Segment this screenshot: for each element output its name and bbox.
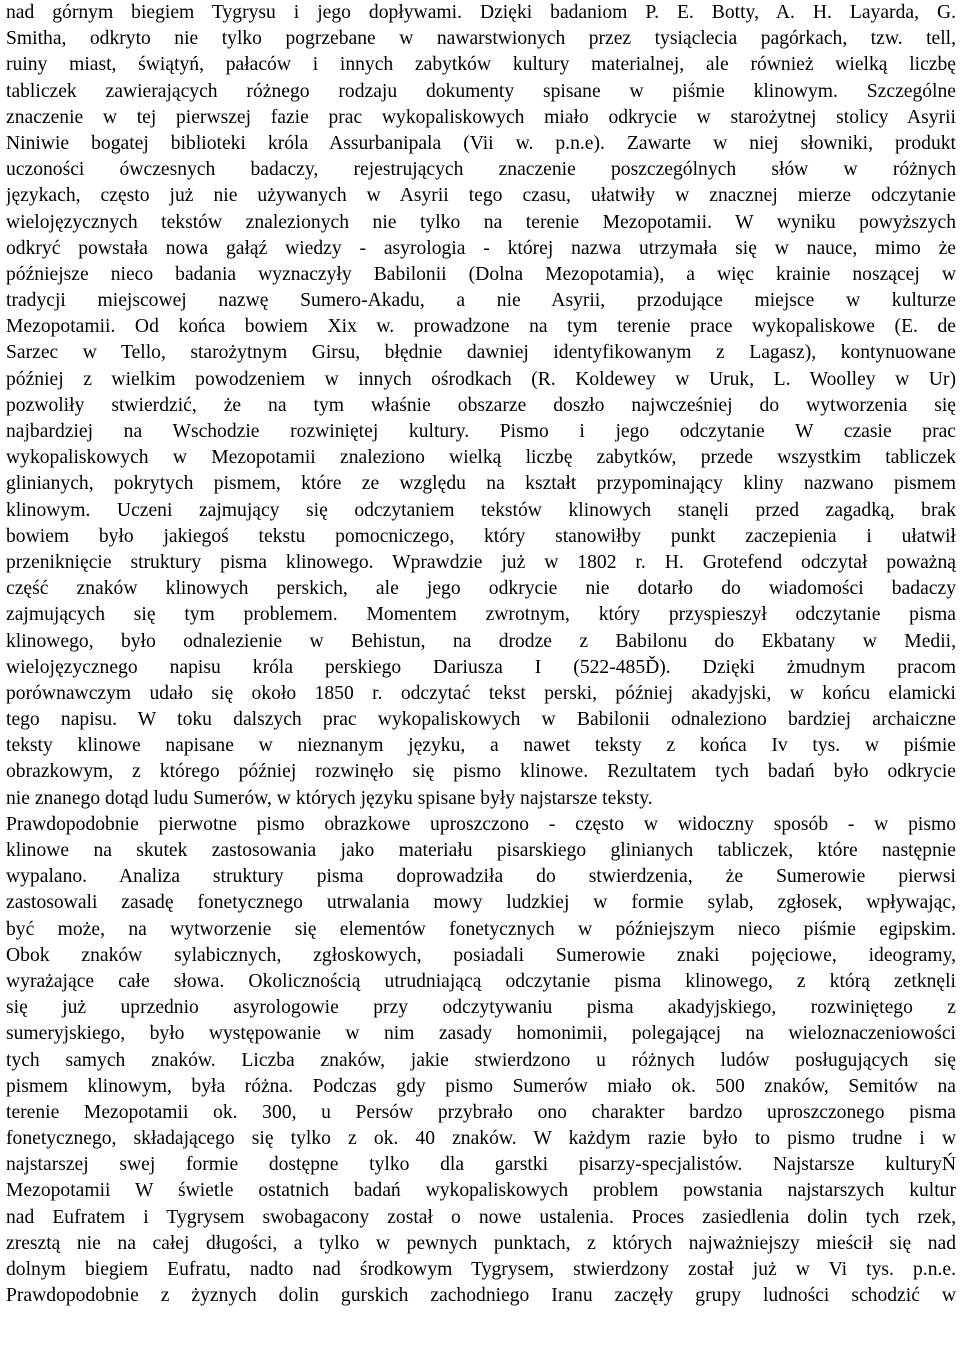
- text-line: bowiem było jakiegoś tekstu pomocniczego, który stanowiłby punkt zaczepienia i ułatwił: [6, 525, 956, 547]
- text-line: się już uprzednio asyrologowie przy odczytywaniu pisma akadyjskiego, rozwiniętego z: [6, 997, 956, 1019]
- text-line: językach, często już nie używanych w Asyrii tego czasu, ułatwiły w znacznej mierze odczytanie: [6, 185, 956, 207]
- text-line: wykopaliskowych w Mezopotamii znaleziono wielką liczbę zabytków, przede wszystkim tabliczek: [6, 447, 956, 469]
- text-line: Smitha, odkryto nie tylko pogrzebane w nawarstwionych przez tysiąclecia pagórkach, tzw. tell,: [6, 28, 956, 50]
- text-line: pismem klinowym, była różna. Podczas gdy pismo Sumerów miało ok. 500 znaków, Semitów na: [6, 1075, 956, 1097]
- text-line: pozwoliły stwierdzić, że na tym właśnie obszarze doszło najwcześniej do wytworzenia się: [6, 394, 956, 416]
- text-line: wielojęzycznego napisu króla perskiego Dariusza I (522-485Ď). Dzięki żmudnym pracom: [6, 656, 956, 678]
- text-line: odkryć powstała nowa gałąź wiedzy - asyrologia - której nazwa utrzymała się w nauce, mimo że: [6, 237, 956, 259]
- text-line: dolnym biegiem Eufratu, nadto nad środkowym Tygrysem, stwierdzony został już w Vi tys. p.n.e.: [6, 1259, 956, 1280]
- text-line: ruiny miast, świątyń, pałaców i innych zabytków kultury materialnej, ale również wielką liczbę: [6, 54, 956, 76]
- text-line: fonetycznego, składającego się tylko z ok. 40 znaków. W każdym razie było to pismo trudne i w: [6, 1128, 956, 1150]
- text-line: nad górnym biegiem Tygrysu i jego dopływami. Dzięki badaniom P. E. Botty, A. H. Layarda, G.: [6, 2, 956, 23]
- text-line: glinianych, pokrytych pismem, które ze względu na kształt przypominający kliny nazwano pismem: [6, 473, 956, 495]
- text-line: późniejsze nieco badania wyznaczyły Babilonii (Dolna Mezopotamia), a więc krainie noszącej w: [6, 263, 956, 285]
- text-line: zajmujących się tym problemem. Momentem zwrotnym, który przyspieszył odczytanie pisma: [6, 604, 956, 626]
- text-line: Mezopotamii. Od końca bowiem Xix w. prowadzone na tym terenie prace wykopaliskowe (E. de: [6, 316, 956, 338]
- text-line: zastosowali zasadę fonetycznego utrwalania mowy ludzkiej w formie sylab, zgłosek, wpływając,: [6, 892, 956, 914]
- text-line: wypalano. Analiza struktury pisma doprowadziła do stwierdzenia, że Sumerowie pierwsi: [6, 866, 956, 888]
- text-line: tradycji miejscowej nazwę Sumero-Akadu, a nie Asyrii, przodujące miejsce w kulturze: [6, 290, 956, 312]
- text-line: część znaków klinowych perskich, ale jego odkrycie nie dotarło do wiadomości badaczy: [6, 578, 956, 600]
- text-line: nie znanego dotąd ludu Sumerów, w których języku spisane były najstarsze teksty.: [6, 787, 653, 809]
- text-line: Mezopotamii W świetle ostatnich badań wykopaliskowych problem powstania najstarszych kultur: [6, 1180, 956, 1202]
- text-line: tych samych znaków. Liczba znaków, jakie stwierdzono u różnych ludów posługujących się: [6, 1049, 956, 1071]
- text-line: wielojęzycznych tekstów znalezionych nie tylko na terenie Mezopotamii. W wyniku powyższych: [6, 211, 956, 233]
- text-line: obrazkowym, z którego później rozwinęło się pismo klinowe. Rezultatem tych badań było odkrycie: [6, 761, 956, 783]
- text-line: klinowym. Uczeni zajmujący się odczytaniem tekstów klinowych stanęli przed zagadką, brak: [6, 499, 956, 521]
- text-line: najstarszej swej formie dostępne tylko dla garstki pisarzy-specjalistów. Najstarsze kulturyŃ: [6, 1154, 956, 1176]
- text-line: Prawdopodobnie pierwotne pismo obrazkowe uproszczono - często w widoczny sposób - w pismo: [6, 813, 956, 835]
- text-line: terenie Mezopotamii ok. 300, u Persów przybrało ono charakter bardzo uproszczonego pisma: [6, 1101, 956, 1123]
- document-text-body: [6, 0, 956, 1309]
- text-line: uczoności ówczesnych badaczy, rejestrujących znaczenie poszczególnych słów w różnych: [6, 159, 956, 181]
- text-line: sumeryjskiego, było występowanie w nim zasady homonimii, polegającej na wieloznaczeniowości: [6, 1023, 956, 1045]
- text-line: wyrażające całe słowa. Okolicznością utrudniającą odczytanie pisma klinowego, z którą zetknęli: [6, 970, 956, 992]
- text-line: nad Eufratem i Tygrysem swobagacony został o nowe ustalenia. Proces zasiedlenia dolin tych rzek,: [6, 1206, 956, 1228]
- text-line: teksty klinowe napisane w nieznanym języku, a nawet teksty z końca Iv tys. w piśmie: [6, 735, 956, 757]
- text-line: być może, na wytworzenie się elementów fonetycznych w późniejszym nieco piśmie egipskim.: [6, 918, 956, 940]
- text-line: klinowego, było odnalezienie w Behistun, na drodze z Babilonu do Ekbatany w Medii,: [6, 630, 956, 652]
- text-line: klinowe na skutek zastosowania jako materiału pisarskiego glinianych tabliczek, które następnie: [6, 840, 956, 861]
- text-line: Prawdopodobnie z żyznych dolin gurskich zachodniego Iranu zaczęły grupy ludności schodzić w: [6, 1285, 956, 1307]
- text-line: Niniwie bogatej biblioteki króla Assurbanipala (Vii w. p.n.e). Zawarte w niej słowniki, produkt: [6, 132, 956, 154]
- text-line: przeniknięcie struktury pisma klinowego. Wprawdzie już w 1802 r. H. Grotefend odczytał poważną: [6, 551, 956, 573]
- document-page: [6, 0, 956, 1309]
- text-line: znaczenie w tej pierwszej fazie prac wykopaliskowych miało odkrycie w starożytnej stolicy Asyrii: [6, 106, 956, 128]
- text-line: najbardziej na Wschodzie rozwiniętej kultury. Pismo i jego odczytanie W czasie prac: [6, 421, 956, 442]
- text-line: później z wielkim powodzeniem w innych ośrodkach (R. Koldewey w Uruk, L. Woolley w Ur): [6, 368, 956, 390]
- text-line: tego napisu. W toku dalszych prac wykopaliskowych w Babilonii odnaleziono bardziej archaiczne: [6, 709, 956, 731]
- text-line: zresztą nie na całej długości, a tylko w pewnych punktach, z których najważniejszy mieścił się nad: [6, 1232, 956, 1254]
- text-line: Obok znaków sylabicznych, zgłoskowych, posiadali Sumerowie znaki pojęciowe, ideogramy,: [6, 944, 956, 966]
- text-line: tabliczek zawierających różnego rodzaju dokumenty spisane w piśmie klinowym. Szczególne: [6, 80, 956, 102]
- text-line: Sarzec w Tello, starożytnym Girsu, błędnie dawniej identyfikowanym z Lagasz), kontynuowane: [6, 342, 956, 364]
- text-line: porównawczym udało się około 1850 r. odczytać tekst perski, później akadyjski, w końcu elamicki: [6, 682, 956, 704]
